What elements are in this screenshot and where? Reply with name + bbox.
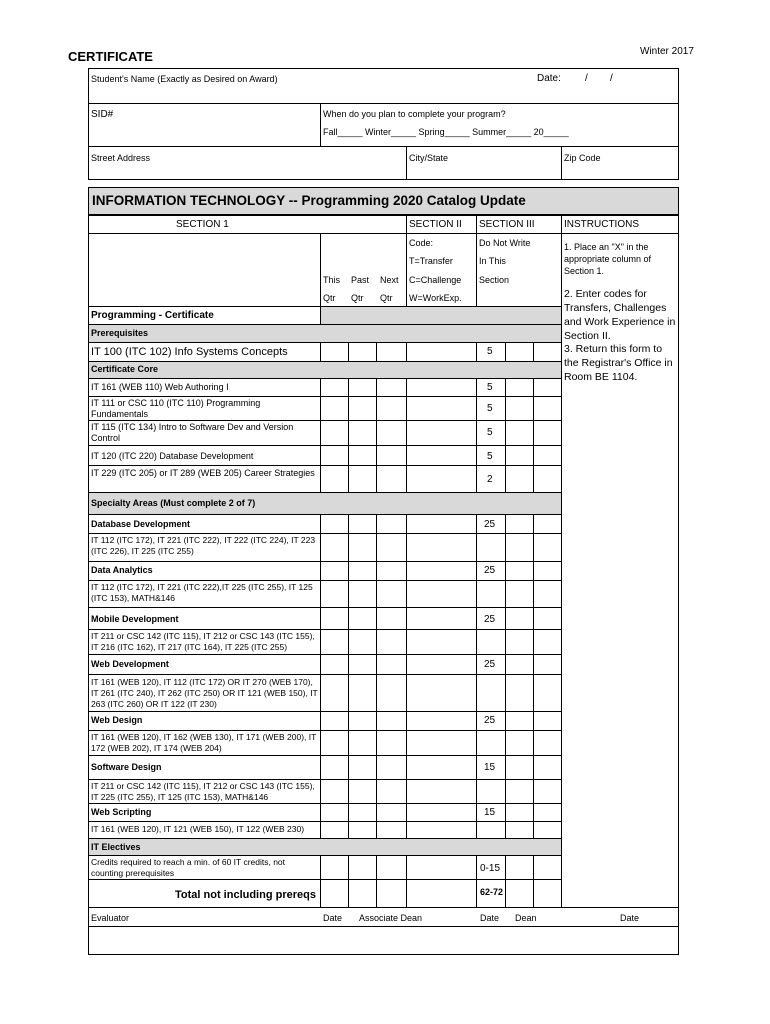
courses-database-development: IT 112 (ITC 172), IT 221 (ITC 222), IT 222 (ITC 224), IT 223 (ITC 226), IT 225 (ITC 255) — [91, 535, 316, 556]
next-qtr-label: Next — [380, 275, 399, 285]
courses-software-design: IT 211 or CSC 142 (ITC 115), IT 212 or CSC 143 (ITC 155), IT 225 (ITC 255), IT 125 (ITC 153), MATH&146 — [91, 781, 315, 802]
credits-database-development: 25 — [484, 519, 496, 530]
credits-web-design: 25 — [484, 715, 496, 726]
prerequisites-header: Prerequisites — [91, 328, 149, 338]
instruction-2: 2. Enter codes for Transfers, Challenges and Work Experience in Section II. — [564, 288, 676, 342]
code-work: W=WorkExp. — [409, 293, 462, 303]
section-3-header: SECTION III — [479, 219, 535, 230]
courses-web-design: IT 161 (WEB 120), IT 162 (WEB 130), IT 171 (WEB 200), IT 172 (WEB 202), IT 174 (WEB 204) — [91, 732, 317, 753]
total-credits: 62-72 — [480, 887, 504, 897]
program-cert-label: Programming - Certificate — [91, 310, 214, 321]
credits-web-development: 25 — [484, 659, 496, 670]
date-separator: / — [585, 73, 588, 84]
instructions-header: INSTRUCTIONS — [564, 219, 639, 230]
city-label: City/State — [409, 153, 449, 163]
dean-label: Dean — [515, 913, 537, 923]
credits-it120: 5 — [487, 451, 493, 462]
credits-software-design: 15 — [484, 762, 496, 773]
program-title: INFORMATION TECHNOLOGY -- Programming 2020 Catalog Update — [92, 193, 526, 208]
total-label: Total not including prereqs — [175, 889, 316, 901]
electives-note: Credits required to reach a min. of 60 IT credits, not counting prerequisites — [91, 857, 286, 878]
credits-it100: 5 — [487, 346, 493, 357]
sid-label: SID# — [91, 109, 114, 120]
instruction-1: 1. Place an "X" in the appropriate column of Section 1. — [564, 242, 652, 276]
courses-data-analytics: IT 112 (ITC 172), IT 221 (ITC 222),IT 225 (ITC 255), IT 125 (ITC 153), MATH&146 — [91, 582, 313, 603]
this-qtr-label: This — [323, 275, 341, 285]
course-it229: IT 229 (ITC 205) or IT 289 (WEB 205) Career Strategies — [91, 468, 315, 478]
section-1-header: SECTION 1 — [176, 219, 229, 230]
plan-options[interactable]: Fall_____ Winter_____ Spring_____ Summer_____ 20_____ — [323, 127, 569, 137]
signature-field[interactable] — [91, 930, 676, 952]
credits-web-scripting: 15 — [484, 807, 496, 818]
code-label: Code: — [409, 238, 434, 248]
courses-web-scripting: IT 161 (WEB 120), IT 121 (WEB 150), IT 122 (WEB 230) — [91, 824, 305, 834]
term-label: Winter 2017 — [640, 46, 694, 57]
specialty-web-design: Web Design — [91, 715, 143, 725]
specialty-database-development: Database Development — [91, 519, 191, 529]
instruction-3: 3. Return this form to the Registrar's Office in Room BE 1104. — [564, 343, 673, 383]
course-it120: IT 120 (ITC 220) Database Development — [91, 451, 254, 461]
plan-label: When do you plan to complete your program? — [323, 109, 506, 119]
form-title: CERTIFICATE — [68, 49, 153, 64]
associate-dean-date-label: Date — [480, 913, 500, 923]
specialty-web-scripting: Web Scripting — [91, 807, 152, 817]
do-not-write-label: In This — [479, 256, 506, 266]
courses-mobile-development: IT 211 or CSC 142 (ITC 115), IT 212 or CSC 143 (ITC 155), IT 216 (ITC 162), IT 217 (ITC 164), IT 225 (ITC 255) — [91, 631, 315, 652]
street-label: Street Address — [91, 153, 151, 163]
course-it111: IT 111 or CSC 110 (ITC 110) Programming Fundamentals — [91, 398, 261, 419]
do-not-write-label: Section — [479, 275, 510, 285]
courses-web-development: IT 161 (WEB 120), IT 112 (ITC 172) OR IT 270 (WEB 170), IT 261 (ITC 240), IT 262 (ITC 250) OR IT 121 (WEB 150), IT 263 (ITC 260) OR IT 122 (IT 230) — [91, 677, 318, 709]
specialty-areas-header: Specialty Areas (Must complete 2 of 7) — [91, 498, 256, 508]
qtr-label: Qtr — [351, 293, 364, 303]
specialty-software-design: Software Design — [91, 762, 162, 772]
student-name-field[interactable] — [91, 86, 521, 102]
specialty-data-analytics: Data Analytics — [91, 565, 153, 575]
course-it100: IT 100 (ITC 102) Info Systems Concepts — [91, 346, 288, 358]
credits-mobile-development: 25 — [484, 614, 496, 625]
past-qtr-label: Past — [351, 275, 370, 285]
credits-it115: 5 — [487, 427, 493, 438]
course-it115: IT 115 (ITC 134) Intro to Software Dev and Version Control — [91, 422, 294, 443]
do-not-write-label: Do Not Write — [479, 238, 531, 248]
certificate-core-header: Certificate Core — [91, 364, 159, 374]
credits-data-analytics: 25 — [484, 565, 496, 576]
zip-label: Zip Code — [564, 153, 601, 163]
credits-it111: 5 — [487, 403, 493, 414]
section-2-header: SECTION II — [409, 219, 462, 230]
dean-date-label: Date — [620, 913, 640, 923]
date-separator: / — [610, 73, 613, 84]
date-label: Date: — [537, 73, 561, 84]
specialty-mobile-development: Mobile Development — [91, 614, 179, 624]
qtr-label: Qtr — [323, 293, 336, 303]
specialty-web-development: Web Development — [91, 659, 169, 669]
credits-it161: 5 — [487, 382, 493, 393]
qtr-label: Qtr — [380, 293, 393, 303]
course-it161: IT 161 (WEB 110) Web Authoring I — [91, 382, 229, 392]
associate-dean-label: Associate Dean — [359, 913, 423, 923]
credits-electives: 0-15 — [480, 863, 501, 874]
it-electives-header: IT Electives — [91, 842, 141, 852]
credits-it229: 2 — [487, 474, 493, 485]
evaluator-label: Evaluator — [91, 913, 130, 923]
evaluator-date-label: Date — [323, 913, 343, 923]
code-transfer: T=Transfer — [409, 256, 453, 266]
code-challenge: C=Challenge — [409, 275, 462, 285]
student-name-label: Student's Name (Exactly as Desired on Award) — [91, 74, 278, 84]
sid-field[interactable] — [91, 122, 316, 142]
date-field[interactable] — [568, 72, 668, 86]
